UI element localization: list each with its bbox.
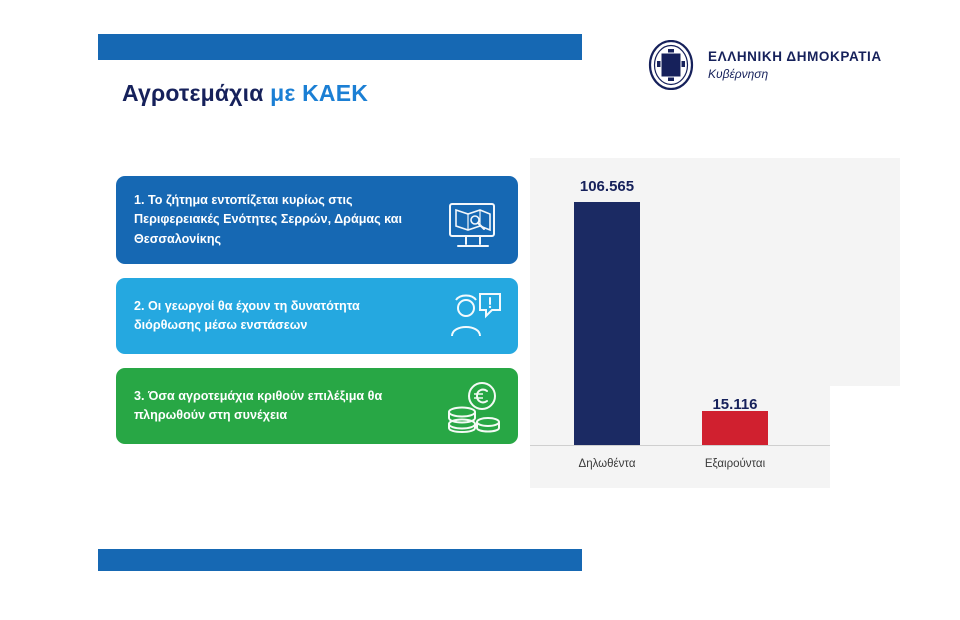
- bottom-decor-bar: [98, 549, 582, 571]
- bullet-card-2-text: 2. Οι γεωργοί θα έχουν τη δυνατότητα διόρθωσης μέσω ενστάσεων: [134, 298, 360, 332]
- page-title-main: Αγροτεμάχια: [122, 80, 271, 106]
- greek-republic-emblem-icon: [648, 40, 694, 90]
- bullet-card-1-text: 1. Το ζήτημα εντοπίζεται κυρίως στις Περιφερειακές Ενότητες Σερρών, Δράμας και Θεσσαλονίκης: [134, 193, 403, 246]
- chart-axis-line: [530, 445, 830, 446]
- logo-line-2: Κυβέρνηση: [708, 67, 769, 81]
- bullet-card-3: [116, 368, 518, 444]
- bar-chart: [530, 158, 900, 488]
- page-title-accent: με ΚΑΕΚ: [270, 80, 369, 106]
- top-decor-bar: [98, 34, 582, 60]
- monitor-map-icon: [442, 198, 504, 256]
- logo-text: [708, 49, 882, 81]
- page-title: [122, 80, 368, 107]
- bullet-card-3-text: 3. Όσα αγροτεμάχια κριθούν επιλέξιμα θα πληρωθούν στη συνέχεια: [134, 388, 383, 422]
- bar-declared: [574, 202, 640, 446]
- bar-excluded: [702, 411, 768, 446]
- bar-value-excluded: 15.116: [712, 396, 758, 413]
- chart-plot-area: [530, 158, 900, 488]
- bullet-card-list: [116, 176, 518, 458]
- bar-value-declared: 106.565: [579, 178, 635, 195]
- government-logo: [648, 40, 882, 90]
- category-label-declared: Δηλωθέντα: [578, 458, 636, 470]
- category-label-excluded: Εξαιρούνται: [704, 458, 766, 470]
- bullet-card-2: [116, 278, 518, 354]
- logo-line-1: ΕΛΛΗΝΙΚΗ ΔΗΜΟΚΡΑΤΙΑ: [708, 49, 882, 64]
- farmer-alert-icon: [442, 288, 504, 346]
- bullet-card-1: [116, 176, 518, 264]
- euro-coins-icon: [442, 378, 504, 436]
